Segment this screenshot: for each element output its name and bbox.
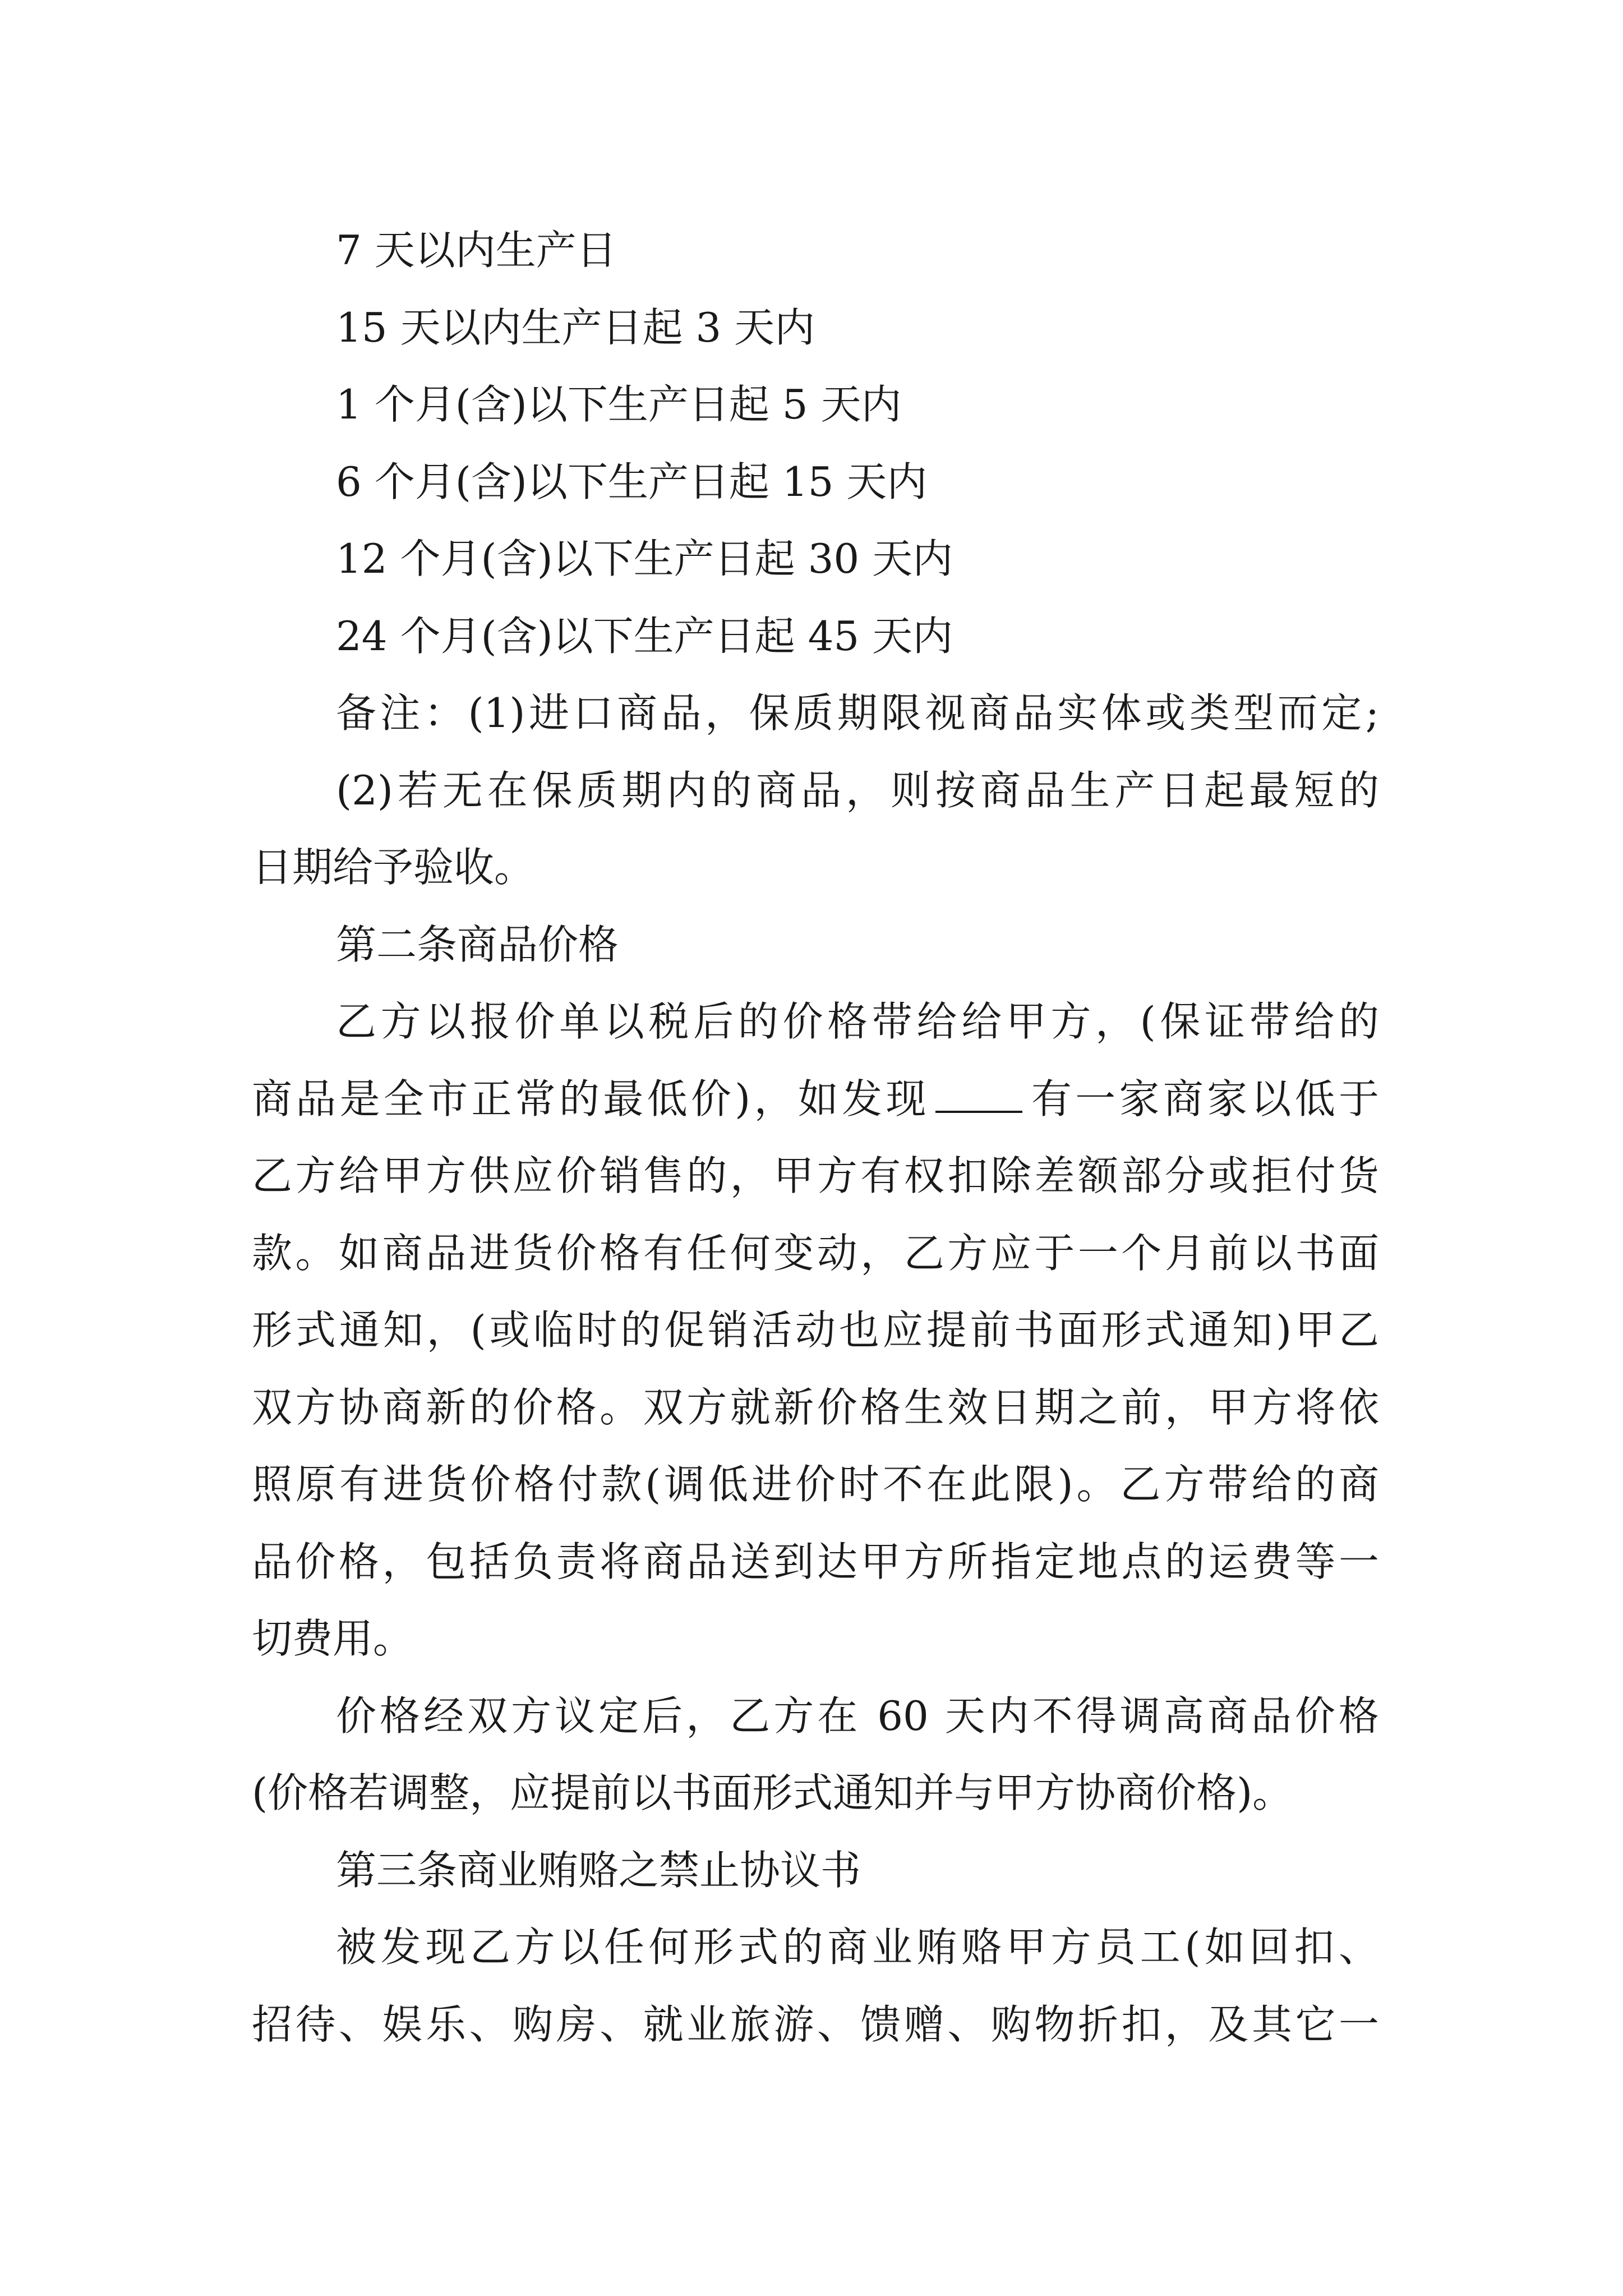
- shelf-life-line: 1 个月(含)以下生产日起 5 天内: [336, 381, 902, 428]
- paragraph-text: 商品是全市正常的最低价)，如发现: [252, 1075, 930, 1122]
- paragraph-line: 乙方给甲方供应价销售的，甲方有权扣除差额部分或拒付货: [252, 1152, 1379, 1199]
- paragraph-line: 形式通知，(或临时的促销活动也应提前书面形式通知)甲乙: [252, 1306, 1379, 1354]
- paragraph-line: 款。如商品进货价格有任何变动，乙方应于一个月前以书面: [252, 1229, 1379, 1277]
- shelf-life-line: 7 天以内生产日: [336, 227, 617, 274]
- note-line: (2)若无在保质期内的商品，则按商品生产日起最短的: [336, 766, 1379, 814]
- paragraph-line: 照原有进货价格付款(调低进价时不在此限)。乙方带给的商: [252, 1461, 1379, 1508]
- paragraph-line: 切费用。: [252, 1615, 414, 1662]
- note-line: 备注：(1)进口商品，保质期限视商品实体或类型而定;: [336, 689, 1379, 737]
- article-3-heading: 第三条商业贿赂之禁止协议书: [336, 1846, 861, 1894]
- paragraph-line: 招待、娱乐、购房、就业旅游、馈赠、购物折扣，及其它一: [252, 2000, 1379, 2048]
- shelf-life-line: 24 个月(含)以下生产日起 45 天内: [336, 612, 953, 660]
- paragraph-line: 双方协商新的价格。双方就新价格生效日期之前，甲方将依: [252, 1383, 1379, 1431]
- paragraph-line: 品价格，包括负责将商品送到达甲方所指定地点的运费等一: [252, 1538, 1379, 1585]
- fill-in-blank: [935, 1077, 1022, 1113]
- shelf-life-line: 6 个月(含)以下生产日起 15 天内: [336, 458, 928, 505]
- document-body: [252, 212, 1379, 2063]
- shelf-life-line: 15 天以内生产日起 3 天内: [336, 303, 815, 351]
- paragraph-line: 乙方以报价单以税后的价格带给给甲方，(保证带给的: [336, 998, 1379, 1045]
- paragraph-text: 有一家商家以低于: [1027, 1075, 1379, 1122]
- note-line: 日期给予验收。: [252, 844, 535, 891]
- article-2-heading: 第二条商品价格: [336, 921, 619, 968]
- paragraph-line: 被发现乙方以任何形式的商业贿赂甲方员工(如回扣、: [336, 1924, 1379, 1971]
- paragraph-line: 价格经双方议定后，乙方在 60 天内不得调高商品价格: [336, 1692, 1379, 1740]
- paragraph-line: (价格若调整，应提前以书面形式通知并与甲方协商价格)。: [252, 1769, 1293, 1816]
- paragraph-line: [252, 1061, 1379, 1138]
- shelf-life-line: 12 个月(含)以下生产日起 30 天内: [336, 535, 953, 582]
